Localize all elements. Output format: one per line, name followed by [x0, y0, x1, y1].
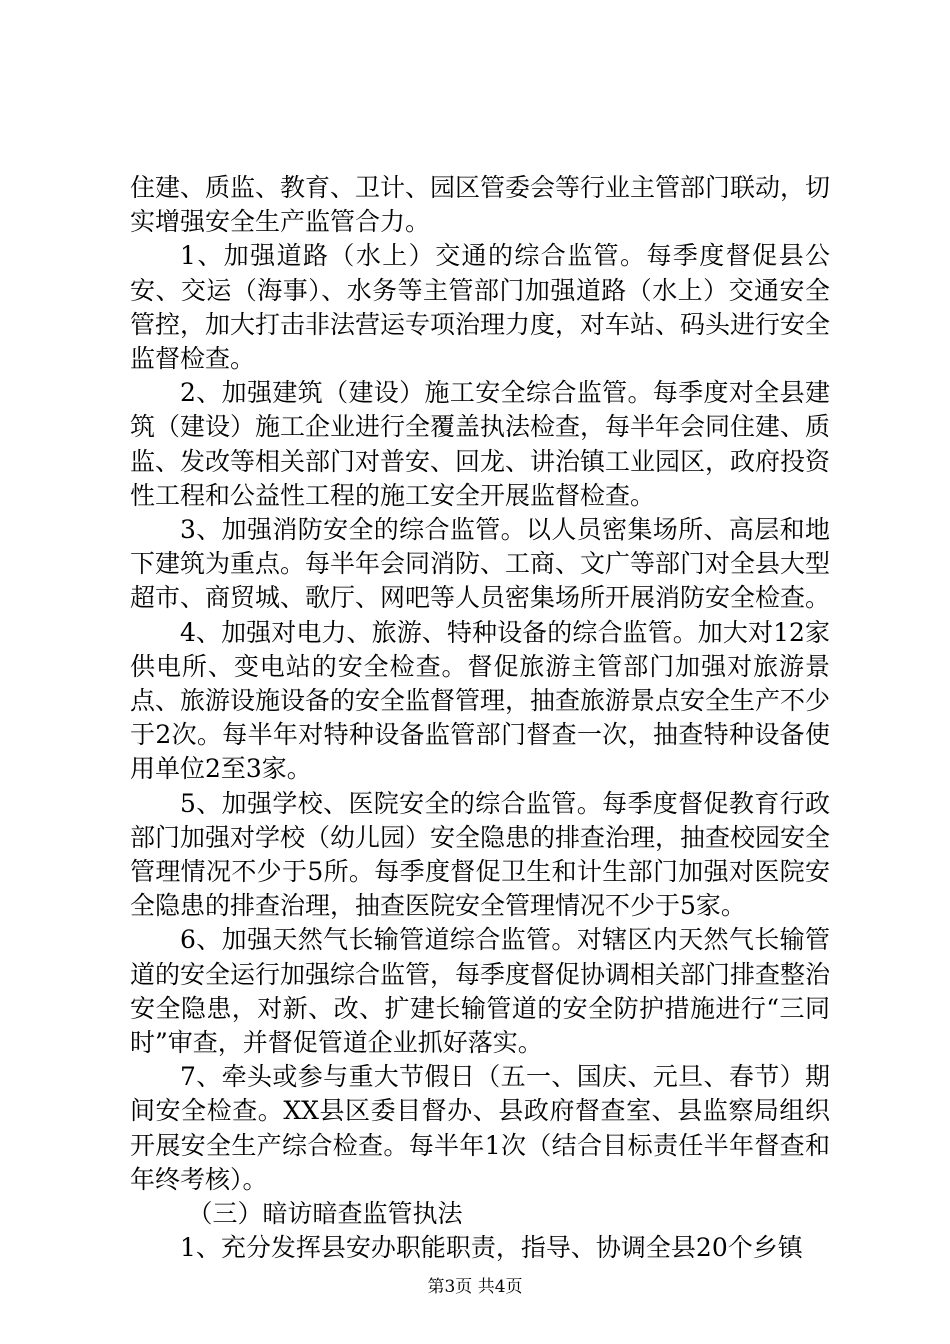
paragraph-item-1: 1、加强道路（水上）交通的综合监管。每季度督促县公安、交运（海事）、水务等主管部门加强道路（水上）交通安全管控，加大打击非法营运专项治理力度，对车站、码头进行安全监督检查。: [130, 241, 831, 374]
page-footer: 第3页 共4页: [427, 1277, 523, 1297]
paragraph-continuation: 住建、质监、教育、卫计、园区管委会等行业主管部门联动，切实增强安全生产监管合力。: [130, 173, 831, 237]
document-body: [130, 171, 830, 1266]
paragraph-section3-item-1: 1、充分发挥县安办职能职责，指导、协调全县20个乡镇: [180, 1233, 803, 1263]
section-heading-3: （三）暗访暗查监管执法: [187, 1199, 463, 1229]
paragraph-item-2: 2、加强建筑（建设）施工安全综合监管。每季度对全县建筑（建设）施工企业进行全覆盖执法检查，每半年会同住建、质监、发改等相关部门对普安、回龙、讲治镇工业园区，政府投资性工程和公益性工程的施工安全开展监督检查。: [130, 378, 831, 510]
paragraph-item-3: 3、加强消防安全的综合监管。以人员密集场所、高层和地下建筑为重点。每半年会同消防、工商、文广等部门对全县大型超市、商贸城、歌厅、网吧等人员密集场所开展消防安全检查。: [130, 515, 831, 613]
paragraph-item-4: 4、加强对电力、旅游、特种设备的综合监管。加大对12家供电所、变电站的安全检查。督促旅游主管部门加强对旅游景点、旅游设施设备的安全监督管理，抽查旅游景点安全生产不少于2次。每半年对特种设备监管部门督查一次，抽查特种设备使用单位2至3家。: [130, 617, 831, 784]
paragraph-item-5: 5、加强学校、医院安全的综合监管。每季度督促教育行政部门加强对学校（幼儿园）安全隐患的排查治理，抽查校园安全管理情况不少于5所。每季度督促卫生和计生部门加强对医院安全隐患的排查治理，抽查医院安全管理情况不少于5家。: [130, 788, 831, 921]
paragraph-item-7: 7、牵头或参与重大节假日（五一、国庆、元旦、春节）期间安全检查。XX县区委目督办、县政府督查室、县监察局组织开展安全生产综合检查。每半年1次（结合目标责任半年督查和年终考核）。: [130, 1062, 830, 1194]
paragraph-item-6: 6、加强天然气长输管道综合监管。对辖区内天然气长输管道的安全运行加强综合监管，每季度督促协调相关部门排查整治安全隐患，对新、改、扩建长输管道的安全防护措施进行“三同时”审查，并督促管道企业抓好落实。: [130, 925, 831, 1058]
